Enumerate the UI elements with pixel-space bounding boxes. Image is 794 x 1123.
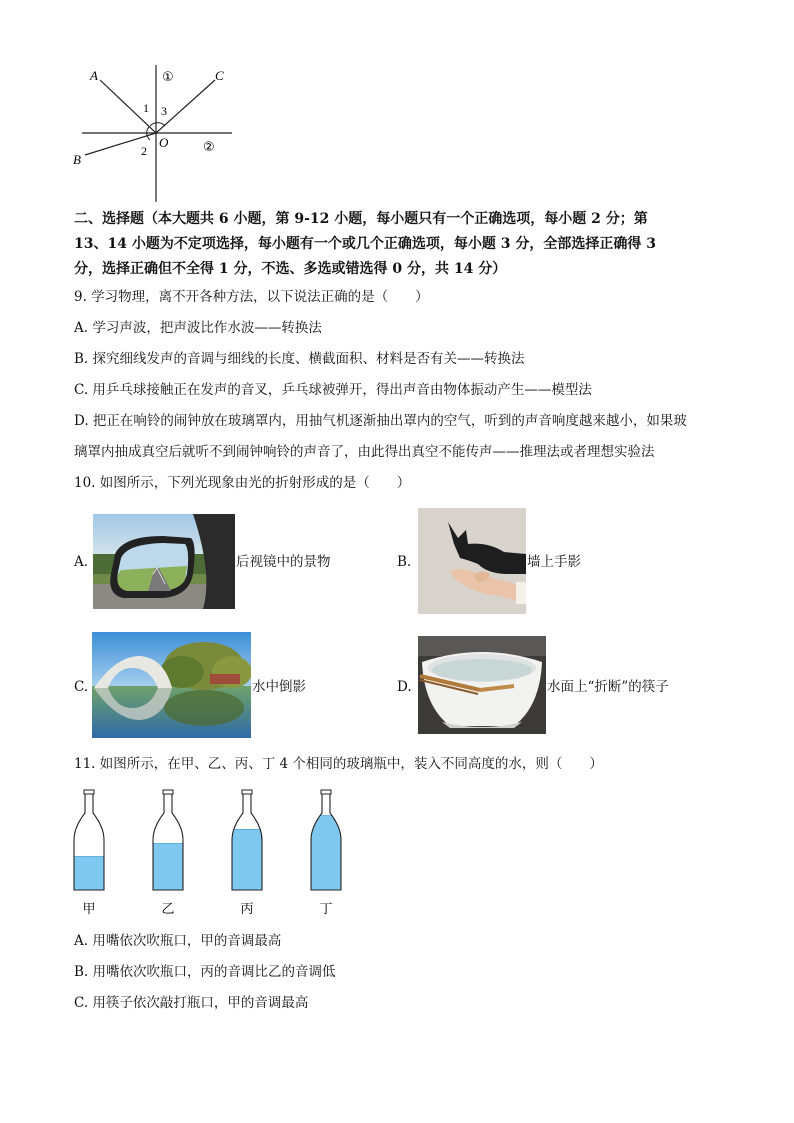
- q11-stem: 11. 如图所示，在甲、乙、丙、丁 4 个相同的玻璃瓶中，装入不同高度的水，则（ ）: [74, 756, 603, 772]
- angle-arc-3: [150, 123, 165, 126]
- hand-shadow-photo: [418, 508, 526, 614]
- bottle: [231, 790, 263, 917]
- q9-option-a: A. 学习声波，把声波比作水波——转换法: [74, 320, 322, 336]
- q9-option-d-line2: 璃罩内抽成真空后就听不到闹钟响铃的声音了，由此得出真空不能传声——推理法或者理想实验法: [74, 444, 655, 460]
- q9-stem: 9. 学习物理，离不开各种方法，以下说法正确的是（ ）: [74, 289, 429, 305]
- bottle-water: [73, 857, 105, 890]
- bottle-lip: [163, 790, 173, 794]
- q10-option-d-letter: D.: [397, 679, 412, 695]
- q10-stem: 10. 如图所示，下列光现象由光的折射形成的是（ ）: [74, 475, 411, 491]
- mirror-photo: [93, 514, 235, 609]
- label-A: A: [90, 68, 98, 83]
- label-B: B: [73, 152, 81, 167]
- q11-option-b: B. 用嘴依次吹瓶口，丙的音调比乙的音调低: [74, 964, 336, 980]
- section-heading-line3: 分，选择正确但不全得 1 分，不选、多选或错选得 0 分，共 14 分）: [74, 261, 507, 277]
- label-2: 2: [141, 144, 147, 158]
- bottle-water: [152, 844, 184, 891]
- label-circ2: ②: [203, 140, 215, 155]
- label-O: O: [159, 135, 169, 150]
- bottle-label: 甲: [82, 902, 96, 917]
- q10-option-a-caption: 后视镜中的景物: [236, 554, 331, 570]
- bottle-lip: [321, 790, 331, 794]
- section-heading-line2: 13、14 小题为不定项选择，每小题有一个或几个正确选项，每小题 3 分，全部选择正确得 3: [74, 236, 656, 252]
- bottle: [310, 790, 342, 917]
- bottle-water: [231, 830, 263, 890]
- q11-option-a: A. 用嘴依次吹瓶口，甲的音调最高: [74, 933, 282, 949]
- bottle: [152, 790, 184, 917]
- bridge-reflection-photo: [92, 632, 251, 738]
- bottle-label: 丁: [319, 902, 333, 917]
- bottle-label: 乙: [161, 902, 175, 917]
- q10-option-c-letter: C.: [74, 679, 89, 695]
- bottle-water: [310, 816, 342, 890]
- label-C: C: [215, 68, 224, 83]
- q9-option-c: C. 用乒乓球接触正在发声的音叉，乒乓球被弹开，得出声音由物体振动产生——模型法: [74, 382, 592, 398]
- label-1: 1: [143, 101, 149, 115]
- q9-option-b: B. 探究细线发声的音调与细线的长度、横截面积、材料是否有关——转换法: [74, 351, 525, 367]
- q10-option-c-caption: 水中倒影: [252, 679, 306, 695]
- label-3: 3: [161, 104, 167, 118]
- q10-option-d-caption: 水面上“折断”的筷子: [547, 679, 669, 695]
- bottle-lip: [84, 790, 94, 794]
- q9-option-d-line1: D. 把正在响铃的闹钟放在玻璃罩内，用抽气机逐渐抽出罩内的空气，听到的声音响度越来越小，如果玻: [74, 413, 687, 429]
- bottle-lip: [242, 790, 252, 794]
- section-heading-line1: 二、选择题（本大题共 6 小题，第 9-12 小题，每小题只有一个正确选项，每小题 2 分；第: [74, 211, 648, 227]
- chopsticks-bowl-photo: [418, 636, 546, 734]
- q10-option-b-caption: 墙上手影: [527, 554, 581, 570]
- label-circ1: ①: [162, 70, 174, 85]
- bottle-label: 丙: [240, 902, 254, 917]
- angle-figure: [70, 60, 250, 210]
- q10-option-a-letter: A.: [74, 554, 89, 570]
- bottles-figure: [60, 785, 370, 925]
- bottle: [73, 790, 105, 917]
- q11-option-c: C. 用筷子依次敲打瓶口，甲的音调最高: [74, 995, 309, 1011]
- q10-option-b-letter: B.: [397, 554, 412, 570]
